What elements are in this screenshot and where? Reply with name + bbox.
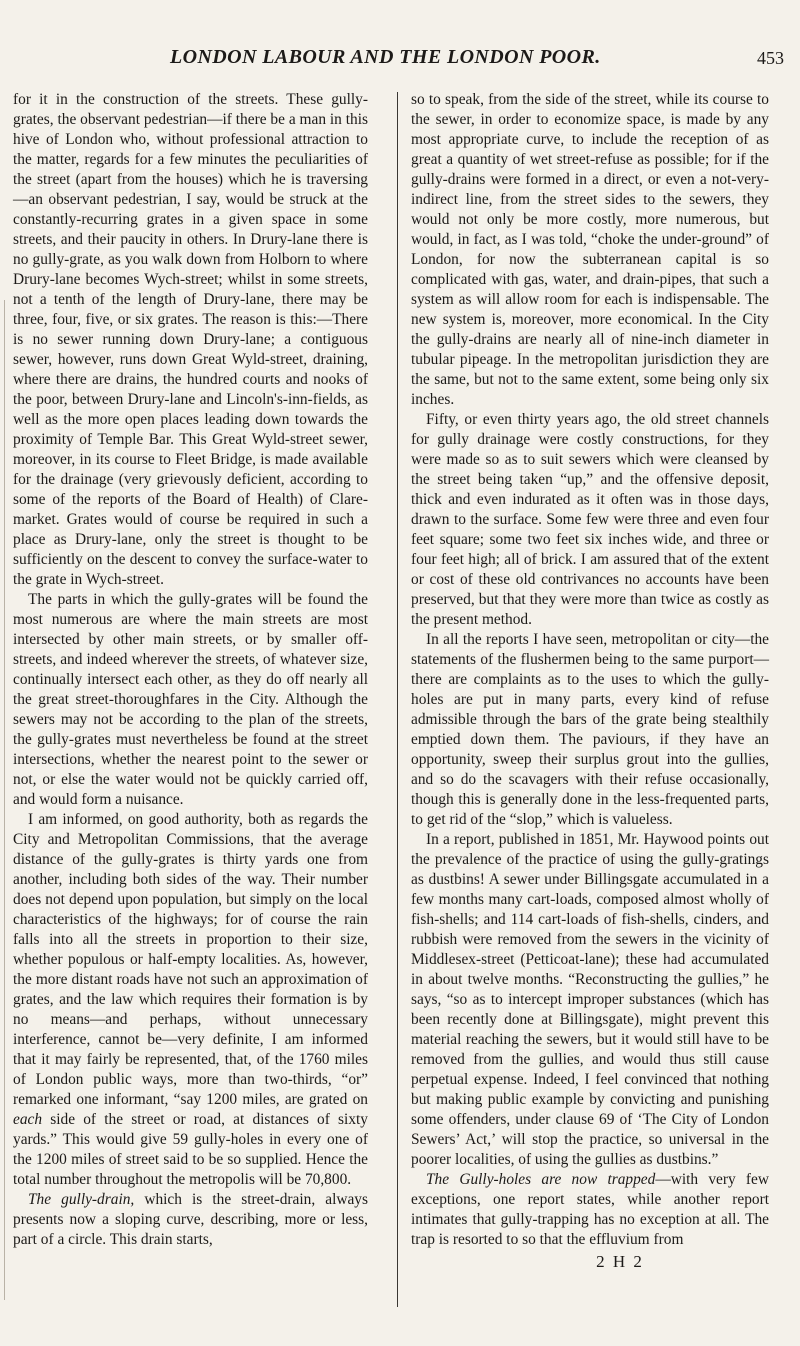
column-divider (397, 92, 398, 1307)
left-column (13, 90, 368, 1250)
emphasis: The Gully-holes are now trapped (426, 1171, 656, 1188)
paragraph-text: which is the street-drain, always presents now a sloping curve, describing, more or less, part of a circle. This drain starts, (13, 1191, 368, 1248)
running-head (0, 42, 800, 82)
running-title: LONDON LABOUR AND THE LONDON POOR. (170, 46, 601, 68)
printer-signature: 2 H 2 (596, 1252, 644, 1271)
paragraph: The parts in which the gully-grates will be found the most numerous are where the main streets are most intersected by other main streets, or by smaller off-streets, and indeed wherever the streets, of whatever size, continually intersect each other, as they do off nearly all the great street-thoroughfares in the City. Although the sewers may not be according to the plan of the streets, the gully-grates must nevertheless be found at the street intersections, whether the nearest point to the sewer or not, or else the water would not be quickly carried off, and would form a nuisance. (13, 591, 368, 808)
paragraph-text: I am informed, on good authority, both as regards the City and Metropolitan Commissions, that the average distance of the gully-grates is thirty yards one from another, including both sides of the way. Their number does not depend upon population, but simply on the local characteristics of the highways; for of course the rain falls into all the streets in proportion to their size, whether populous or half-empty localities. As, however, the more distant roads have not such an approximation of grates, and the law which requires their formation is by no means—and perhaps, without unnecessary interference, cannot be—very definite, I am informed that it may fairly be represented, that, of the 1760 miles of London public ways, more than two-thirds, “or” remarked one informant, “say 1200 miles, are grated on (13, 811, 368, 1108)
paragraph (13, 1190, 368, 1250)
emphasis: each (13, 1111, 43, 1128)
paragraph: In a report, published in 1851, Mr. Haywood points out the prevalence of the practice of using the gully-gratings as dustbins! A sewer under Billingsgate accumulated in a few months many cart-loads, composed almost wholly of fish-shells; and 114 cart-loads of fish-shells, cinders, and rubbish were removed from the sewers in the vicinity of Middlesex-street (Petticoat-lane); these had accumulated in about twelve months. “Reconstructing the gullies,” he says, “so as to intercept improper substances (which has been recently done at Billingsgate), might prevent this material reaching the sewers, but it would still have to be removed from the gullies, and would thus still cause perpetual expense. Indeed, I feel convinced that nothing but making public example by convicting and punishing some offenders, under clause 69 of ‘The City of London Sewers’ Act,’ will stop the practice, so universal in the poorer localities, of using the gullies as dustbins.” (411, 831, 769, 1168)
paragraph-text: —with very few exceptions, one report states, while another report intimates that gully-trapping has no exception at all. The trap is resorted to so that the effluvium from (411, 1171, 769, 1248)
paragraph: Fifty, or even thirty years ago, the old street channels for gully drainage were costly constructions, for they were made so as to suit sewers which were cleansed by the street being taken “up,” and the offensive deposit, thick and even indurated as it often was in those days, drawn to the surface. Some few were three and even four feet square; some two feet six inches wide, and three or four feet high; all of brick. I am assured that of the extent or cost of these old contrivances no accounts have been preserved, but that they were more than twice as costly as the present method. (411, 411, 769, 628)
paragraph (411, 1170, 769, 1250)
paragraph (13, 810, 368, 1190)
paragraph-text: side of the street or road, at distances of sixty yards.” This would give 59 gully-holes in every one of the 1200 miles of street said to be so supplied. Hence the total number throughout the metropolis will be 70,800. (13, 1111, 368, 1188)
binding-edge-rule (4, 300, 5, 1300)
paragraph: In all the reports I have seen, metropolitan or city—the statements of the flushermen being to the same purport—there are complaints as to the uses to which the gully-holes are put in many parts, every kind of refuse admissible through the bars of the grate being stealthily emptied down them. The paviours, if they have an opportunity, sweep their surplus grout into the gullies, and so do the scavagers with their refuse occasionally, though this is generally done in the less-frequented parts, to get rid of the “slop,” which is valueless. (411, 631, 769, 828)
paragraph: so to speak, from the side of the street, while its course to the sewer, in order to economize space, is made by any most appropriate curve, to include the reception of as great a quantity of wet street-refuse as possible; for if the gully-drains were formed in a direct, or even a not-very-indirect line, from the street sides to the sewers, they would not only be more costly, more numerous, but would, in fact, as I was told, “choke the under-ground” of London, for now the subterranean capital is so complicated with gas, water, and drain-pipes, that such a system as will allow room for each is indispensable. The new system is, moreover, more economical. In the City the gully-drains are nearly all of nine-inch diameter in tubular pipeage. In the metropolitan jurisdiction they are the same, but not to the same extent, some being only six inches. (411, 91, 769, 408)
emphasis: The gully-drain, (28, 1191, 135, 1208)
paragraph: for it in the construction of the streets. These gully-grates, the observant pedestrian—if there be a man in this hive of London who, without professional attraction to the matter, regards for a few minutes the peculiarities of the street (apart from the houses) which he is traversing—an observant pedestrian, I say, would be struck at the constantly-recurring grates in a given space in some streets, and their paucity in others. In Drury-lane there is no gully-grate, as you walk down from Holborn to where Drury-lane becomes Wych-street; whilst in some streets, not a tenth of the length of Drury-lane, there may be three, four, five, or six grates. The reason is this:—There is no sewer running down Drury-lane; a contiguous sewer, however, runs down Great Wyld-street, draining, where there are drains, the hundred courts and nooks of the poor, between Drury-lane and Lincoln's-inn-fields, as well as the more open places leading down towards the proximity of Temple Bar. This Great Wyld-street sewer, moreover, in its course to Fleet Bridge, is made available for the drainage (very grievously deficient, according to some of the reports of the Board of Health) of Clare-market. Grates would of course be required in such a place as Drury-lane, only the street is thought to be sufficiently on the descent to convey the surface-water to the grate in Wych-street. (13, 91, 368, 588)
right-column (411, 90, 769, 1272)
page-number: 453 (757, 48, 784, 68)
